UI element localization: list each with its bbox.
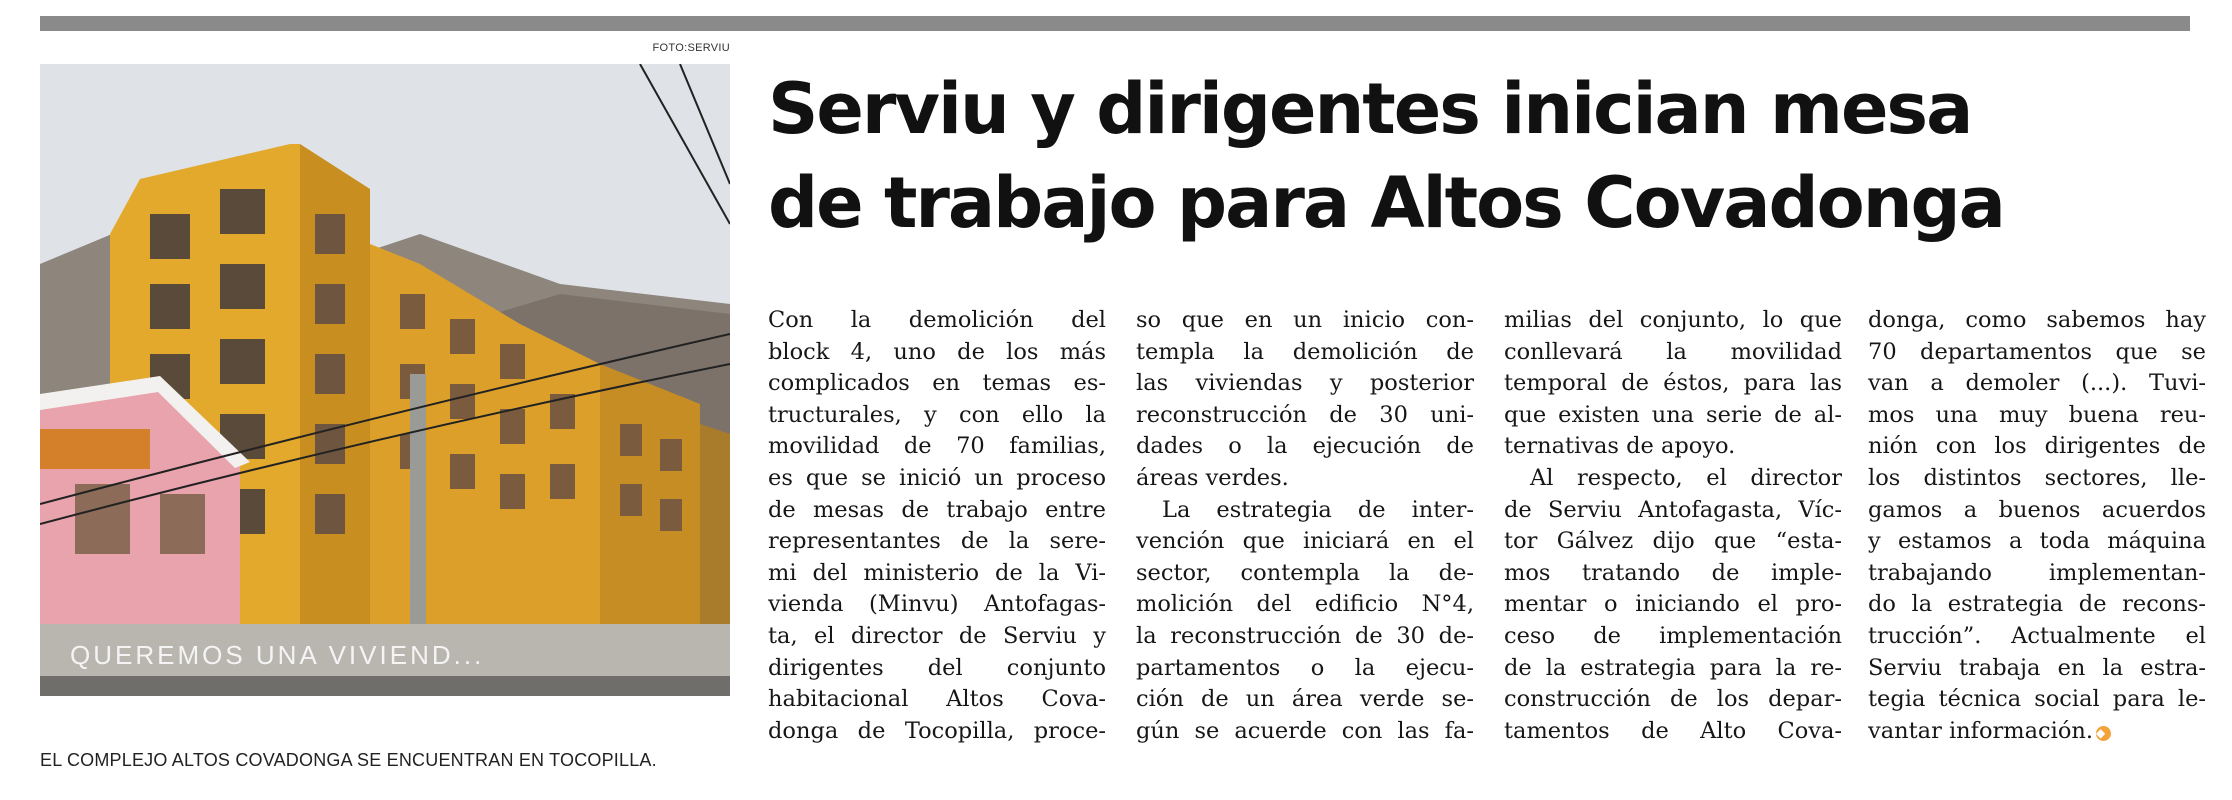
body-line: mentar o iniciando el pro- <box>1504 591 1842 618</box>
body-line: Con la demolición del <box>768 307 1106 333</box>
photo-caption: EL COMPLEJO ALTOS COVADONGA SE ENCUENTRAN EN TOCOPILLA. <box>40 750 657 770</box>
body-line: ternativas de apoyo. <box>1504 433 1736 460</box>
body-line: los distintos sectores, lle- <box>1868 464 2206 491</box>
body-line: que existen una serie de al- <box>1504 401 1842 428</box>
body-line: La estrategia de inter- <box>1162 496 1474 523</box>
body-line-last <box>1868 716 2206 748</box>
body-line: gún se acuerde con las fa- <box>1136 717 1474 744</box>
body-line: block 4, uno de los más <box>768 338 1106 365</box>
body-line: nión con los dirigentes de <box>1868 433 2206 460</box>
last-line-text: vantar información. <box>1868 717 2094 744</box>
body-line: complicados en temas es- <box>768 370 1106 397</box>
body-line: representantes de la sere- <box>768 528 1106 555</box>
body-line: tor Gálvez dijo que “esta- <box>1504 528 1842 555</box>
body-line: habitacional Altos Cova- <box>768 686 1106 713</box>
article-headline <box>768 62 2188 250</box>
body-line: trucción”. Actualmente el <box>1868 622 2206 649</box>
body-line: Serviu trabaja en la estra- <box>1868 654 2206 681</box>
body-line: vención que iniciará en el <box>1136 528 1474 555</box>
body-line: las viviendas y posterior <box>1136 370 1474 397</box>
body-line: ceso de implementación <box>1504 622 1842 649</box>
body-column-3 <box>1504 305 1842 747</box>
body-line: tegia técnica social para le- <box>1868 686 2206 713</box>
body-line: vienda (Minvu) Antofagas- <box>768 591 1106 618</box>
top-rule <box>40 16 2190 31</box>
body-line: donga, como sabemos hay <box>1868 307 2206 333</box>
body-line: dades o la ejecución de <box>1136 433 1474 460</box>
body-line: de la estrategia para la re- <box>1504 654 1842 681</box>
body-column-2 <box>1136 305 1474 747</box>
body-line: mos una muy buena reu- <box>1868 401 2206 428</box>
body-line: ción de un área verde se- <box>1136 686 1474 713</box>
body-line: áreas verdes. <box>1136 464 1289 491</box>
body-line: templa la demolición de <box>1136 338 1474 365</box>
body-line: Al respecto, el director <box>1530 464 1842 491</box>
body-line: sector, contempla la de- <box>1136 559 1474 586</box>
body-column-4 <box>1868 305 2206 747</box>
headline-line-2: de trabajo para Altos Covadonga <box>768 162 2004 244</box>
body-line: tamentos de Alto Cova- <box>1504 717 1842 744</box>
article-photo <box>40 64 730 696</box>
body-line: molición del edificio N°4, <box>1136 591 1474 618</box>
body-line: movilidad de 70 familias, <box>768 433 1106 460</box>
body-line: donga de Tocopilla, proce- <box>768 717 1106 744</box>
body-line: gamos a buenos acuerdos <box>1868 496 2206 523</box>
body-line: 70 departamentos que se <box>1868 338 2206 365</box>
body-line: construcción de los depar- <box>1504 686 1842 713</box>
body-line: trabajando implementan- <box>1868 559 2206 586</box>
headline-line-1: Serviu y dirigentes inician mesa <box>768 68 1972 150</box>
body-line: partamentos o la ejecu- <box>1136 654 1474 681</box>
body-line: van a demoler (...). Tuvi- <box>1868 370 2206 397</box>
body-line: do la estrategia de recons- <box>1868 591 2206 618</box>
body-line: conllevará la movilidad <box>1504 338 1842 365</box>
body-line: y estamos a toda máquina <box>1868 528 2206 555</box>
body-line: ta, el director de Serviu y <box>768 622 1106 649</box>
body-line: temporal de éstos, para las <box>1504 370 1842 397</box>
body-line: mos tratando de imple- <box>1504 559 1842 586</box>
photo-credit: FOTO:SERVIU <box>652 42 730 54</box>
body-line: reconstrucción de 30 uni- <box>1136 401 1474 428</box>
body-line: la reconstrucción de 30 de- <box>1136 622 1474 649</box>
body-line: milias del conjunto, lo que <box>1504 307 1842 333</box>
body-line: de Serviu Antofagasta, Víc- <box>1504 496 1842 523</box>
body-line: de mesas de trabajo entre <box>768 496 1106 523</box>
body-line: mi del ministerio de la Vi- <box>768 559 1106 586</box>
body-line: es que se inició un proceso <box>768 464 1106 491</box>
wall-graffiti-text: QUEREMOS UNA VIVIEND... <box>70 640 485 670</box>
end-of-article-icon: ◆ <box>2096 726 2111 741</box>
body-line: tructurales, y con ello la <box>768 401 1106 428</box>
body-column-1 <box>768 305 1106 747</box>
body-line: so que en un inicio con- <box>1136 307 1474 333</box>
body-line: dirigentes del conjunto <box>768 654 1106 681</box>
